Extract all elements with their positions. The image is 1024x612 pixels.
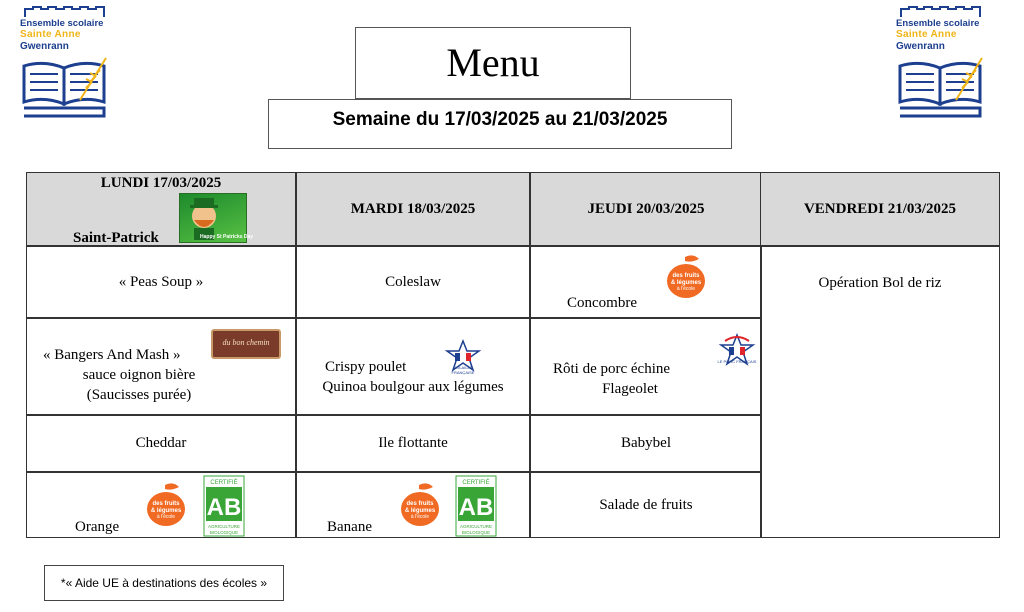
logo-line-3: Gwenrann xyxy=(896,41,945,52)
monday-main-cell xyxy=(26,318,296,415)
castle-battlements-icon xyxy=(24,6,106,18)
open-book-icon xyxy=(896,52,988,118)
eu-aid-footnote: *« Aide UE à destinations des écoles » xyxy=(44,565,284,601)
menu-table xyxy=(26,172,1000,538)
theme-label: Saint-Patrick xyxy=(73,230,159,246)
monday-dessert-cell xyxy=(26,472,296,538)
volaille-label: VOLAILLE FRANÇAISE xyxy=(451,365,475,375)
monday-dessert: Orange xyxy=(75,519,120,535)
school-logo-right xyxy=(896,6,988,118)
menu-title: Menu xyxy=(355,27,631,99)
svg-text:des fruits: des fruits xyxy=(672,273,700,279)
logo-line-1: Ensemble scolaire xyxy=(20,18,104,29)
svg-text:AB: AB xyxy=(206,494,242,521)
thursday-main-cell xyxy=(530,318,762,415)
svg-text:AGRICULTURE: AGRICULTURE xyxy=(208,524,240,529)
svg-text:à l'école: à l'école xyxy=(676,286,696,292)
svg-text:& légumes: & légumes xyxy=(150,508,182,514)
svg-text:& légumes: & légumes xyxy=(404,508,436,514)
monday-main-line2: sauce oignon bière xyxy=(82,367,196,383)
brand-logo xyxy=(211,329,281,359)
thursday-starter: Concombre xyxy=(567,295,637,311)
day-name: LUNDI 17/03/2025 xyxy=(100,175,222,191)
tuesday-main-line2: Quinoa boulgour aux légumes xyxy=(322,379,504,395)
tuesday-starter: Coleslaw xyxy=(296,246,530,318)
svg-text:des fruits: des fruits xyxy=(152,501,180,507)
ab-organic-icon xyxy=(203,475,245,537)
monday-main-line3: (Saucisses purée) xyxy=(86,387,192,403)
fruit-program-icon xyxy=(145,481,187,527)
tuesday-main-line1: Crispy poulet xyxy=(325,359,407,375)
svg-text:à l'école: à l'école xyxy=(156,514,176,520)
svg-text:BIOLOGIQUE: BIOLOGIQUE xyxy=(209,530,239,535)
thursday-main-line2: Flageolet xyxy=(602,381,658,397)
tuesday-main-cell xyxy=(296,318,530,415)
header-thursday: JEUDI 20/03/2025 xyxy=(530,172,762,246)
monday-starter: « Peas Soup » xyxy=(26,246,296,318)
tuesday-dessert-cell xyxy=(296,472,530,538)
thursday-cheese: Babybel xyxy=(530,415,762,472)
st-patrick-badge xyxy=(179,193,254,243)
tuesday-dessert-1: Ile flottante xyxy=(296,415,530,472)
logo-line-2: Sainte Anne xyxy=(20,29,81,40)
ab-organic-icon xyxy=(455,475,497,537)
fruit-program-icon xyxy=(399,481,441,527)
header-friday: VENDREDI 21/03/2025 xyxy=(760,172,1000,246)
svg-text:AGRICULTURE: AGRICULTURE xyxy=(460,524,492,529)
tuesday-dessert-2: Banane xyxy=(327,519,372,535)
thursday-starter-cell xyxy=(530,246,762,318)
fruit-program-icon xyxy=(665,253,707,299)
friday-menu-cell xyxy=(760,246,1000,538)
monday-main-line1: « Bangers And Mash » xyxy=(43,347,181,363)
friday-menu: Opération Bol de riz xyxy=(818,275,942,291)
logo-line-3: Gwenrann xyxy=(20,41,69,52)
logo-line-1: Ensemble scolaire xyxy=(896,18,980,29)
thursday-dessert: Salade de fruits xyxy=(530,472,762,538)
st-patrick-caption: Happy St Patricks Day xyxy=(200,234,254,240)
logo-line-2: Sainte Anne xyxy=(896,29,957,40)
svg-text:CERTIFIÉ: CERTIFIÉ xyxy=(462,480,490,486)
header-tuesday: MARDI 18/03/2025 xyxy=(296,172,530,246)
header-monday xyxy=(26,172,296,246)
thursday-main-line1: Rôti de porc échine xyxy=(553,361,671,377)
brand-logo-text: du bon chemin xyxy=(222,338,270,347)
svg-text:à l'école: à l'école xyxy=(410,514,430,520)
monday-cheese: Cheddar xyxy=(26,415,296,472)
porc-label: LE PORC FRANÇAIS xyxy=(717,359,757,364)
svg-text:BIOLOGIQUE: BIOLOGIQUE xyxy=(461,530,491,535)
svg-text:des fruits: des fruits xyxy=(406,501,434,507)
school-logo-left xyxy=(20,6,112,118)
open-book-icon xyxy=(20,52,112,118)
week-range: Semaine du 17/03/2025 au 21/03/2025 xyxy=(268,99,732,149)
svg-text:& légumes: & légumes xyxy=(670,280,702,286)
castle-battlements-icon xyxy=(900,6,982,18)
svg-text:CERTIFIÉ: CERTIFIÉ xyxy=(210,480,238,486)
svg-text:AB: AB xyxy=(458,494,494,521)
